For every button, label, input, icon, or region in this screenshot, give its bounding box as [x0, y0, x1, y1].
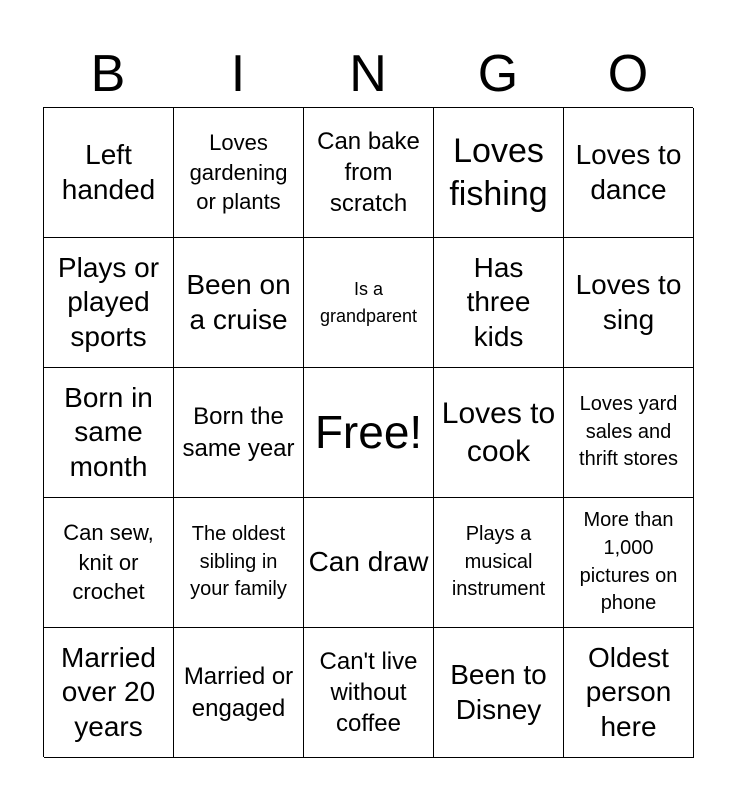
bingo-cell: Loves to cook: [434, 368, 564, 498]
bingo-cell: Can draw: [304, 498, 434, 628]
bingo-cell: Loves gardening or plants: [174, 108, 304, 238]
bingo-cell: Been on a cruise: [174, 238, 304, 368]
bingo-cell: Loves yard sales and thrift stores: [564, 368, 694, 498]
bingo-cell: Can sew, knit or crochet: [44, 498, 174, 628]
bingo-cell: Is a grandparent: [304, 238, 434, 368]
header-letter-g: G: [477, 45, 519, 103]
bingo-cell: Can't live without coffee: [304, 628, 434, 758]
bingo-cell: Been to Disney: [434, 628, 564, 758]
bingo-cell: Has three kids: [434, 238, 564, 368]
header-letter-o: O: [607, 45, 649, 103]
bingo-cell: More than 1,000 pictures on phone: [564, 498, 694, 628]
bingo-cell: Married over 20 years: [44, 628, 174, 758]
bingo-cell: Loves to sing: [564, 238, 694, 368]
header-letter-b: B: [90, 45, 126, 103]
bingo-cell: Plays or played sports: [44, 238, 174, 368]
header-letter-n: N: [349, 45, 387, 103]
bingo-cell: Born the same year: [174, 368, 304, 498]
header-letter-i: I: [230, 45, 246, 103]
bingo-cell: Oldest person here: [564, 628, 694, 758]
bingo-cell: Plays a musical instrument: [434, 498, 564, 628]
bingo-cell: Loves to dance: [564, 108, 694, 238]
bingo-grid: [43, 107, 693, 757]
bingo-cell: Born in same month: [44, 368, 174, 498]
bingo-cell: The oldest sibling in your family: [174, 498, 304, 628]
bingo-cell: Married or engaged: [174, 628, 304, 758]
free-space: Free!: [304, 368, 434, 498]
bingo-header: [43, 40, 693, 108]
bingo-cell: Can bake from scratch: [304, 108, 434, 238]
bingo-cell: Left handed: [44, 108, 174, 238]
bingo-cell: Loves fishing: [434, 108, 564, 238]
